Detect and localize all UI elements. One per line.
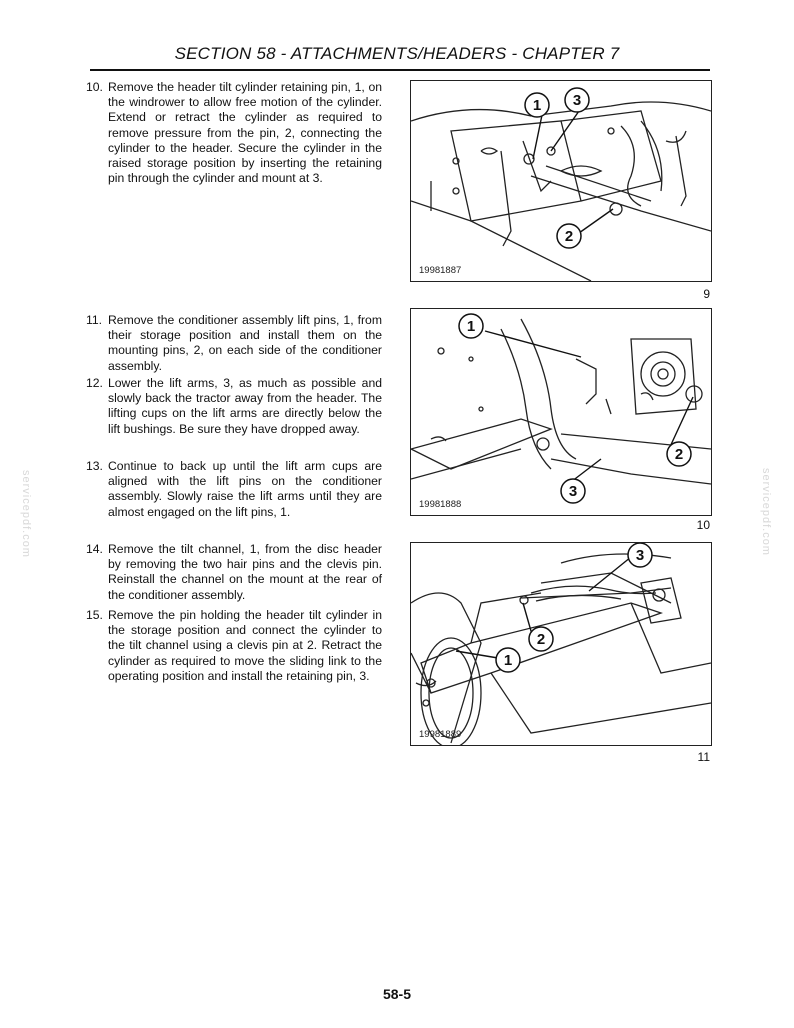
callout-label: 1: [466, 318, 476, 335]
callout-label: 3: [568, 483, 578, 500]
step-15: [86, 608, 382, 684]
figure-11-drawing: [411, 543, 711, 745]
figure-number: 9: [703, 287, 710, 301]
step-10: [86, 80, 382, 186]
figure-9-illustration: [410, 80, 712, 282]
callout-label: 1: [532, 97, 542, 114]
step-14: [86, 542, 382, 603]
figure-code: 19981889: [419, 729, 462, 740]
step-13: [86, 459, 382, 520]
callout-label: 1: [503, 652, 513, 669]
watermark-left: servicepdf.com: [20, 470, 32, 558]
step-text: Remove the tilt channel, 1, from the disc header by removing the two hair pins and the clevis pin. Reinstall the channel on the mount at the rear of the conditioner assembly.: [108, 542, 382, 602]
figure-code: 19981888: [419, 499, 462, 510]
figure-number: 10: [696, 518, 710, 532]
callout-label: 2: [536, 631, 546, 648]
step-number: 13.: [86, 459, 103, 473]
step-number: 11.: [86, 313, 103, 327]
callout-label: 3: [635, 547, 645, 564]
header-rule: [90, 69, 710, 71]
step-number: 14.: [86, 542, 103, 556]
step-number: 15.: [86, 608, 103, 622]
figure-number: 11: [697, 750, 710, 764]
figure-9-drawing: [411, 81, 711, 281]
step-text: Remove the header tilt cylinder retaining pin, 1, on the windrower to allow free motion of the cylinder. Extend or retract the cylinder as required to remove pressure from the pin, 2, connecting the cylinder to the header. Secure the cylinder in the raised storage position by inserting the retaining pin through the cylinder and mount at 3.: [108, 80, 382, 186]
callout-label: 2: [564, 228, 574, 245]
watermark-right: servicepdf.com: [760, 468, 772, 556]
callout-label: 2: [674, 446, 684, 463]
figure-10-drawing: [411, 309, 711, 515]
step-number: 12.: [86, 376, 103, 390]
page-number: 58-5: [382, 986, 412, 1002]
step-text: Continue to back up until the lift arm cups are aligned with the lift pins on the conditioner assembly. Slowly raise the lift arms until they are almost engaged on the lift pins, 1.: [108, 459, 382, 519]
step-text: Remove the pin holding the header tilt cylinder in the storage position and connect the cylinder to the tilt channel using a clevis pin at 2. Retract the cylinder as required to move the sliding link to the operating position and install the retaining pin, 3.: [108, 608, 382, 683]
figure-11-illustration: [410, 542, 712, 746]
figure-code: 19981887: [419, 265, 462, 276]
step-11: [86, 313, 382, 374]
step-12: [86, 376, 382, 437]
figure-10-illustration: [410, 308, 712, 516]
step-number: 10.: [86, 80, 103, 94]
callout-label: 3: [572, 92, 582, 109]
step-text: Remove the conditioner assembly lift pins, 1, from their storage position and install them on the mounting pins, 2, on each side of the conditioner assembly.: [108, 313, 382, 373]
section-header: SECTION 58 - ATTACHMENTS/HEADERS - CHAPTER 7: [174, 44, 620, 63]
step-text: Lower the lift arms, 3, as much as possible and slowly back the tractor away from the header. The lifting cups on the lift arms are directly below the lift bushings. Be sure they have dropped away.: [108, 376, 382, 436]
